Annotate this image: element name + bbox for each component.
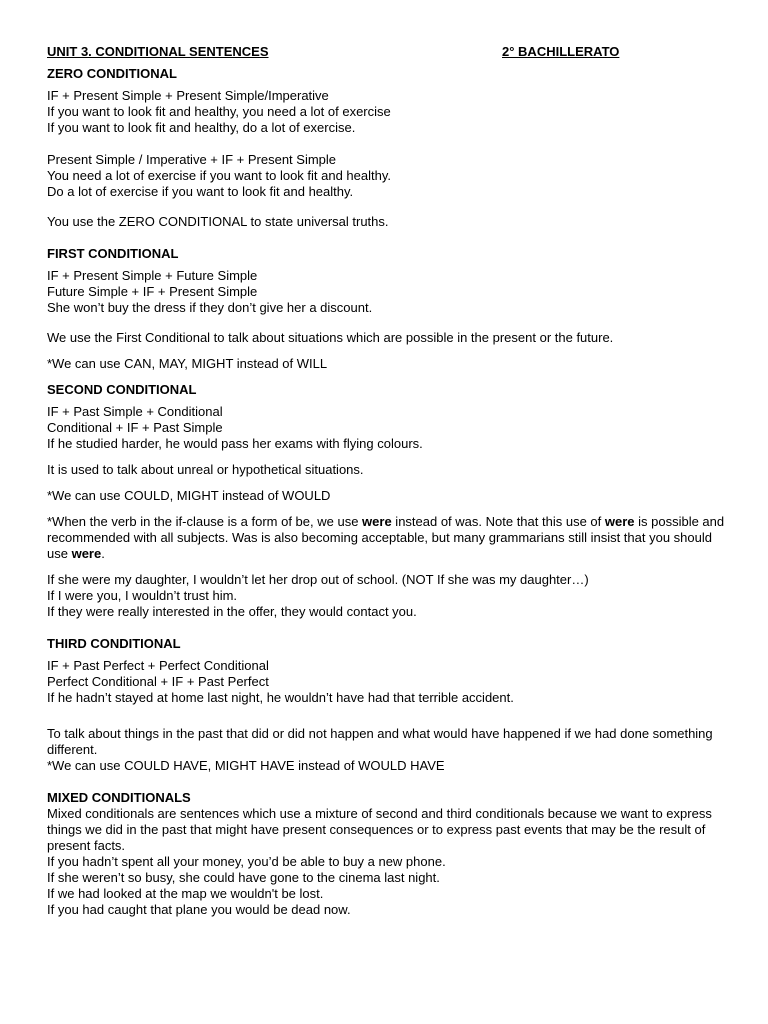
- zero-line: You need a lot of exercise if you want to look fit and healthy.: [47, 168, 391, 183]
- mixed-conditionals-heading: MIXED CONDITIONALS: [47, 790, 191, 805]
- were-note-emphasis: were: [71, 546, 102, 561]
- second-note: It is used to talk about unreal or hypothetical situations.: [47, 462, 364, 477]
- first-line: IF + Present Simple + Future Simple: [47, 268, 258, 283]
- third-conditional-heading: THIRD CONDITIONAL: [47, 636, 181, 651]
- were-note-emphasis: were: [362, 514, 392, 529]
- third-line: Perfect Conditional + IF + Past Perfect: [47, 674, 269, 689]
- second-line: If he studied harder, he would pass her exams with flying colours.: [47, 436, 423, 451]
- zero-conditional-heading: ZERO CONDITIONAL: [47, 66, 177, 81]
- document-page: [47, 42, 727, 918]
- zero-line: Present Simple / Imperative + IF + Present Simple: [47, 152, 337, 167]
- zero-note: You use the ZERO CONDITIONAL to state universal truths.: [47, 214, 389, 229]
- zero-line: IF + Present Simple + Present Simple/Imperative: [47, 88, 329, 103]
- document-header: [47, 42, 727, 60]
- first-line: She won’t buy the dress if they don’t give her a discount.: [47, 300, 373, 315]
- mixed-example: If you had caught that plane you would be dead now.: [47, 902, 351, 917]
- second-conditional-heading: SECOND CONDITIONAL: [47, 382, 197, 397]
- were-note: [47, 514, 727, 562]
- were-note-emphasis: were: [604, 514, 635, 529]
- first-conditional-heading: FIRST CONDITIONAL: [47, 246, 179, 261]
- second-tip: *We can use COULD, MIGHT instead of WOULD: [47, 488, 331, 503]
- second-line: Conditional + IF + Past Simple: [47, 420, 223, 435]
- third-line: If he hadn’t stayed at home last night, he wouldn’t have had that terrible accident.: [47, 690, 514, 705]
- third-tip: *We can use COULD HAVE, MIGHT HAVE instead of WOULD HAVE: [47, 758, 445, 773]
- second-example: If I were you, I wouldn’t trust him.: [47, 588, 238, 603]
- third-note: To talk about things in the past that did or did not happen and what would have happened if we had done something different.: [47, 726, 713, 757]
- mixed-example: If we had looked at the map we wouldn't be lost.: [47, 886, 324, 901]
- unit-title: UNIT 3. CONDITIONAL SENTENCES: [47, 44, 269, 59]
- zero-line: If you want to look fit and healthy, you need a lot of exercise: [47, 104, 391, 119]
- course-level: 2° BACHILLERATO: [502, 44, 620, 59]
- second-line: IF + Past Simple + Conditional: [47, 404, 223, 419]
- zero-line: If you want to look fit and healthy, do a lot of exercise.: [47, 120, 356, 135]
- second-example: If she were my daughter, I wouldn’t let her drop out of school. (NOT If she was my daughter…): [47, 572, 589, 587]
- third-line: IF + Past Perfect + Perfect Conditional: [47, 658, 269, 673]
- first-tip: *We can use CAN, MAY, MIGHT instead of WILL: [47, 356, 328, 371]
- were-note-text: is possible and recommended with all subjects. Was is also becoming acceptable, but many grammarians still insist that you should use: [47, 514, 725, 561]
- first-note: We use the First Conditional to talk about situations which are possible in the present or the future.: [47, 330, 614, 345]
- mixed-example: If you hadn’t spent all your money, you’d be able to buy a new phone.: [47, 854, 446, 869]
- mixed-intro: Mixed conditionals are sentences which use a mixture of second and third conditionals because we want to express things we did in the past that might have present consequences or to express past events that may be the result of present facts.: [47, 806, 712, 853]
- mixed-example: If she weren’t so busy, she could have gone to the cinema last night.: [47, 870, 440, 885]
- second-example: If they were really interested in the offer, they would contact you.: [47, 604, 417, 619]
- zero-line: Do a lot of exercise if you want to look fit and healthy.: [47, 184, 354, 199]
- were-note-text: instead of was. Note that this use of: [391, 514, 605, 529]
- first-line: Future Simple + IF + Present Simple: [47, 284, 258, 299]
- were-note-text: *When the verb in the if-clause is a form of be, we use: [47, 514, 363, 529]
- were-note-text: .: [101, 546, 105, 561]
